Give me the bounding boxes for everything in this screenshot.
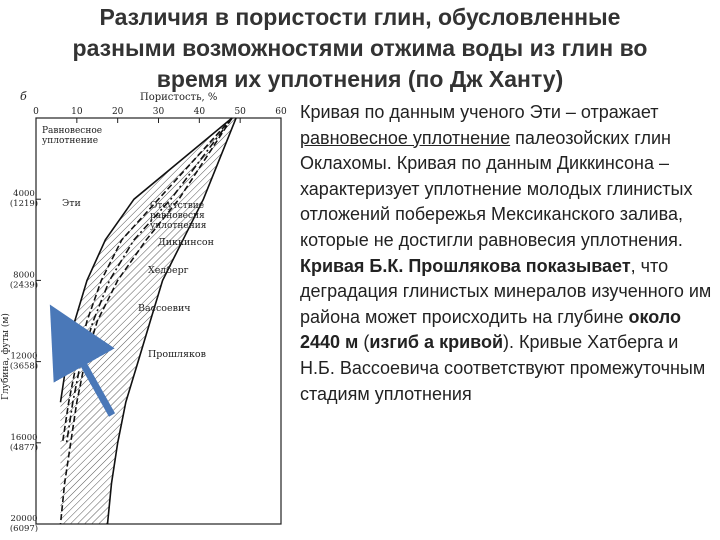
y-tick-label-ft: 12000 bbox=[10, 351, 38, 362]
region-label-equilibrium: Равновесное уплотнение bbox=[42, 126, 103, 146]
y-tick-label-ft: 4000 bbox=[13, 189, 35, 200]
y-tick-label-ft: 20000 bbox=[10, 514, 38, 524]
series-label-Диккинсон: Диккинсон bbox=[158, 237, 214, 248]
y-tick-label-m: (1219) bbox=[9, 199, 39, 210]
figure-letter: б bbox=[20, 90, 27, 103]
description-text: Кривая по данным ученого Эти – отражает равновесное уплотнение палеозойских глин Оклахомы. Кривая по данным Диккинсона – характеризует уплотнение молодых глинистых отложений побережья Мексиканского залива, которые не достигли равновесия уплотнения. Кривая Б.К. Прошлякова показывает, что деградация глинистых минералов изученного им района может происходить на глубине около 2440 м (изгиб а кривой). Кривые Хатберга и Н.Б. Вассоевича соответствуют промежуточным стадиям уплотнения bbox=[300, 102, 712, 404]
x-axis-label: Пористость, % bbox=[140, 92, 218, 103]
x-tick-label: 20 bbox=[111, 107, 124, 117]
series-label-Прошляков: Прошляков bbox=[148, 349, 206, 360]
y-tick-label-m: (4877) bbox=[9, 442, 39, 453]
y-tick-label-m: (3658) bbox=[9, 361, 39, 372]
region-label-disequilibrium: Отсутствие равновесия уплотнения bbox=[150, 201, 207, 231]
x-tick-label: 30 bbox=[152, 107, 165, 117]
y-axis-label: Глубина, футы (м) bbox=[1, 313, 11, 400]
y-tick-label-m: (6097) bbox=[9, 524, 39, 532]
y-tick-label-ft: 16000 bbox=[10, 432, 38, 443]
x-tick-label: 50 bbox=[234, 107, 246, 117]
x-tick-label: 10 bbox=[71, 107, 83, 117]
series-label-Хедберг: Хедберг bbox=[148, 265, 189, 276]
y-tick-label-m: (2439) bbox=[9, 280, 39, 291]
series-label-Эти: Эти bbox=[62, 198, 81, 209]
x-tick-label: 0 bbox=[33, 107, 39, 117]
x-tick-label: 60 bbox=[275, 107, 287, 117]
x-tick-label: 40 bbox=[193, 107, 206, 117]
compaction-chart bbox=[0, 82, 300, 532]
series-label-Вассоевич: Вассоевич bbox=[138, 303, 191, 314]
y-tick-label-ft: 8000 bbox=[13, 270, 35, 281]
slide-title: Различия в пористости глин, обусловленные разными возможностями отжима воды из глин во время их уплотнения (по Дж Ханту) bbox=[72, 4, 648, 92]
